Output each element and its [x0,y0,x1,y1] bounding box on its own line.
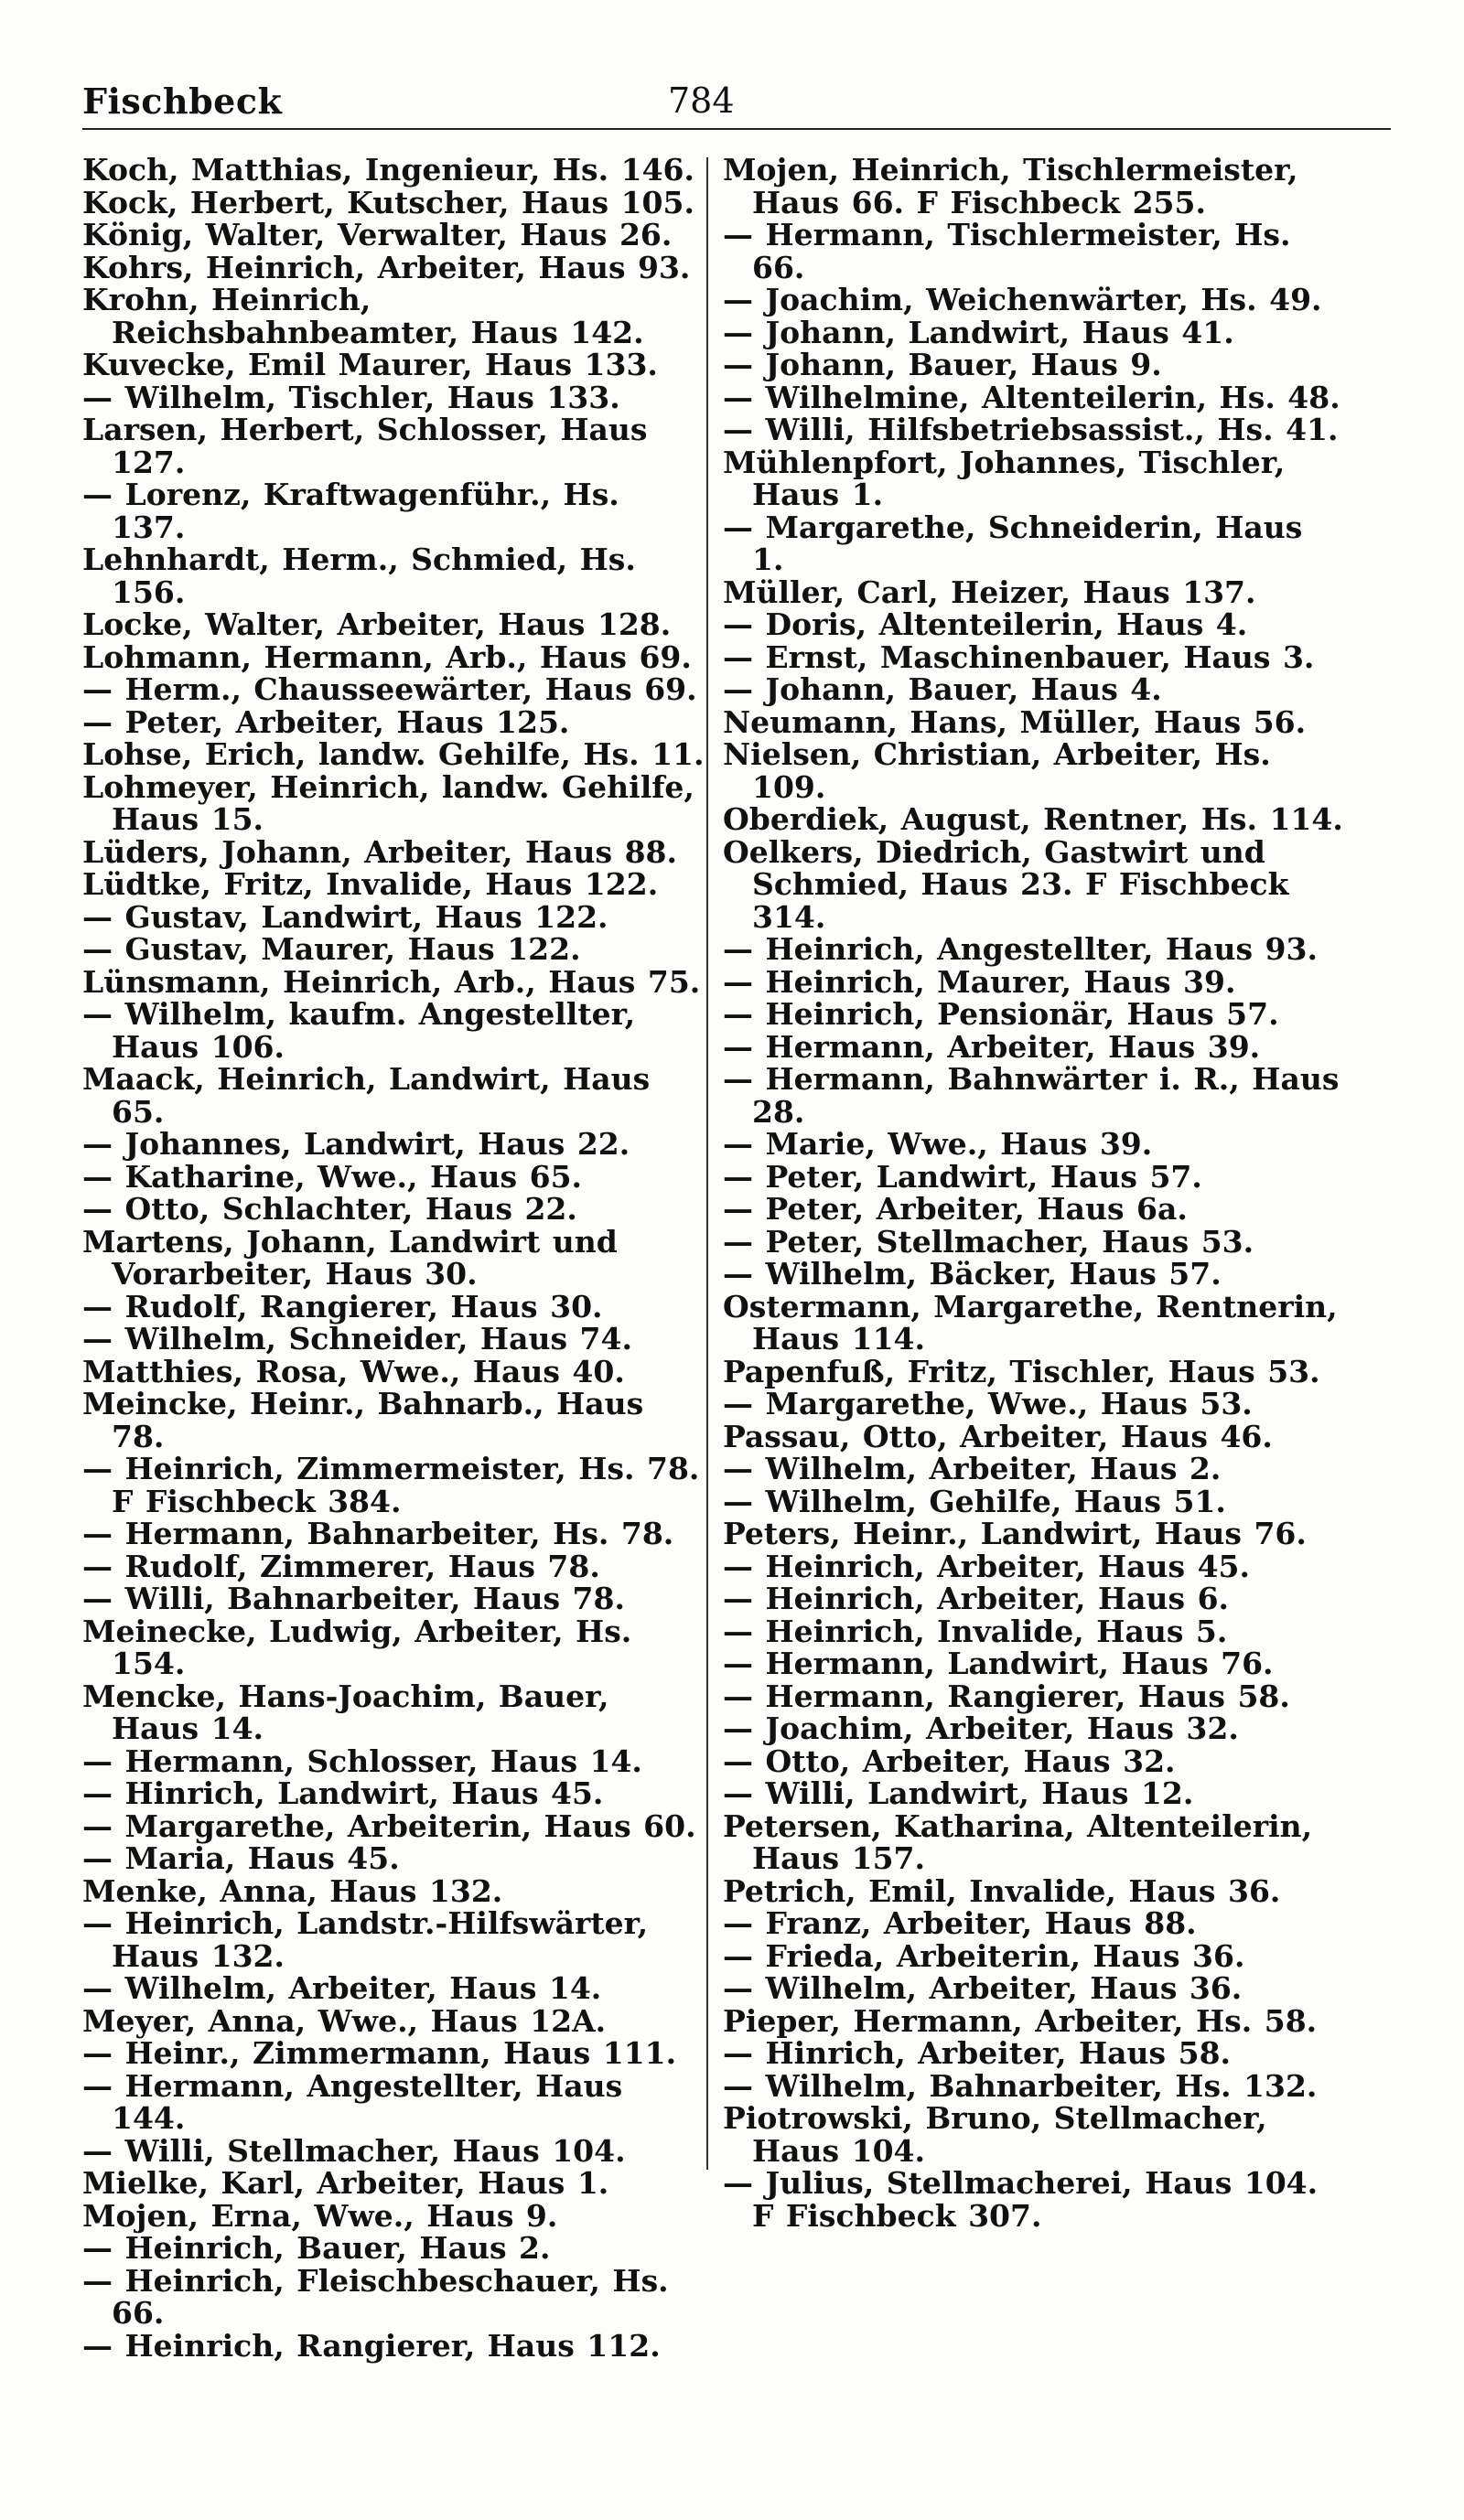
directory-entry: Kock, Herbert, Kutscher, Haus 105. [82,184,694,220]
directory-entry: Mojen, Erna, Wwe., Haus 9. [82,2197,558,2234]
directory-entry: Lüders, Johann, Arbeiter, Haus 88. [82,833,678,870]
directory-entry: — Heinrich, Maurer, Haus 39. [723,963,1236,1000]
directory-entry: König, Walter, Verwalter, Haus 26. [82,217,673,252]
directory-entry: — Hermann, Rangierer, Haus 58. [723,1678,1290,1714]
directory-entry: — Marie, Wwe., Haus 39. [723,1126,1153,1162]
directory-entry: — Peter, Landwirt, Haus 57. [723,1158,1202,1195]
directory-entry: — Hermann, Arbeiter, Haus 39. [723,1028,1261,1065]
directory-entry: — Heinrich, Fleischbeschauer, Hs. 66. [82,2262,669,2331]
directory-entry: — Ernst, Maschinenbauer, Haus 3. [723,638,1315,675]
directory-entry: — Wilhelm, Tischler, Haus 133. [82,379,620,415]
directory-entry: — Wilhelm, Gehilfe, Haus 51. [723,1483,1226,1519]
directory-entry: — Heinrich, Bauer, Haus 2. [82,2230,551,2266]
directory-entry: Petrich, Emil, Invalide, Haus 36. [723,1872,1281,1909]
directory-entry: Lohmann, Hermann, Arb., Haus 69. [82,638,692,675]
directory-entry: Mühlenpfort, Johannes, Tischler, Haus 1. [723,444,1286,512]
directory-entry: — Wilhelm, Bäcker, Haus 57. [723,1256,1222,1292]
directory-entry: — Wilhelm, Arbeiter, Haus 2. [723,1451,1222,1486]
directory-entry: — Lorenz, Kraftwagenführ., Hs. 137. [82,477,619,545]
directory-entry: — Rudolf, Zimmerer, Haus 78. [82,1548,600,1584]
directory-entry: Lüdtke, Fritz, Invalide, Haus 122. [82,866,659,902]
directory-entry: — Hermann, Landwirt, Haus 76. [723,1646,1274,1681]
directory-entry: Nielsen, Christian, Arbeiter, Hs. 109. [723,736,1271,805]
directory-entry: Mencke, Hans-Joachim, Bauer, Haus 14. [82,1678,609,1746]
page-header [82,80,1391,135]
directory-entry: Meincke, Heinr., Bahnarb., Haus 78. [82,1386,644,1454]
directory-entry: Meyer, Anna, Wwe., Haus 12A. [82,2002,607,2039]
directory-entry: Martens, Johann, Landwirt und Vorarbeiter, Haus 30. [82,1223,618,1292]
directory-entry: — Wilhelm, Schneider, Haus 74. [82,1321,632,1357]
directory-entry: Petersen, Katharina, Altenteilerin, Haus 157. [723,1807,1313,1876]
directory-entry: — Peter, Arbeiter, Haus 6a. [723,1191,1188,1227]
directory-entry: Lehnhardt, Herm., Schmied, Hs. 156. [82,542,636,610]
directory-entry: Locke, Walter, Arbeiter, Haus 128. [82,606,672,642]
directory-entry: — Hermann, Schlosser, Haus 14. [82,1743,642,1779]
directory-entry: — Gustav, Maurer, Haus 122. [82,931,581,967]
directory-entry: Lünsmann, Heinrich, Arb., Haus 75. [82,963,701,1000]
directory-entry: — Otto, Schlachter, Haus 22. [82,1191,577,1227]
directory-entry: — Heinrich, Rangierer, Haus 112. [82,2327,661,2364]
directory-entry: — Peter, Stellmacher, Haus 53. [723,1223,1254,1260]
directory-entry: Lohse, Erich, landw. Gehilfe, Hs. 11. [82,736,705,772]
directory-entry: — Otto, Arbeiter, Haus 32. [723,1743,1176,1779]
directory-entry: — Katharine, Wwe., Haus 65. [82,1158,583,1195]
directory-entry: — Heinrich, Arbeiter, Haus 45. [723,1548,1251,1584]
right-column [723,154,1345,2232]
directory-entry: — Margarethe, Arbeiterin, Haus 60. [82,1807,696,1844]
directory-entry: — Johannes, Landwirt, Haus 22. [82,1126,630,1162]
directory-entry: — Frieda, Arbeiterin, Haus 36. [723,1937,1245,1974]
directory-entry: — Julius, Stellmacherei, Haus 104. F Fischbeck 307. [723,2165,1319,2234]
directory-entry: Papenfuß, Fritz, Tischler, Haus 53. [723,1353,1320,1389]
directory-entry: — Hermann, Bahnwärter i. R., Haus 28. [723,1061,1340,1130]
directory-entry: Meinecke, Ludwig, Arbeiter, Hs. 154. [82,1613,632,1681]
directory-entry: — Hinrich, Landwirt, Haus 45. [82,1775,604,1811]
directory-entry: — Heinrich, Angestellter, Haus 93. [723,931,1318,967]
directory-entry: — Hinrich, Arbeiter, Haus 58. [723,2035,1232,2071]
directory-entry: Maack, Heinrich, Landwirt, Haus 65. [82,1061,651,1130]
directory-entry: — Joachim, Weichenwärter, Hs. 49. [723,282,1322,317]
directory-entry: — Doris, Altenteilerin, Haus 4. [723,606,1248,642]
directory-entry: Neumann, Hans, Müller, Haus 56. [723,703,1307,740]
directory-entry: Menke, Anna, Haus 132. [82,1872,503,1909]
directory-entry: — Wilhelmine, Altenteilerin, Hs. 48. [723,379,1340,415]
directory-entry: Passau, Otto, Arbeiter, Haus 46. [723,1418,1273,1454]
directory-entry: Kuvecke, Emil Maurer, Haus 133. [82,347,658,382]
directory-entry: — Heinrich, Zimmermeister, Hs. 78. F Fischbeck 384. [82,1451,700,1519]
running-head: Fischbeck [82,80,283,122]
directory-entry: Peters, Heinr., Landwirt, Haus 76. [723,1516,1307,1551]
directory-entry: Koch, Matthias, Ingenieur, Hs. 146. [82,152,694,188]
directory-entry: Larsen, Herbert, Schlosser, Haus 127. [82,412,648,480]
directory-entry: — Wilhelm, Arbeiter, Haus 14. [82,1970,602,2006]
directory-entry: Pieper, Hermann, Arbeiter, Hs. 58. [723,2002,1318,2039]
directory-entry: — Gustav, Landwirt, Haus 122. [82,898,608,935]
directory-entry: — Heinr., Zimmermann, Haus 111. [82,2035,677,2071]
directory-entry: — Wilhelm, Arbeiter, Haus 36. [723,1970,1243,2006]
directory-entry: Mielke, Karl, Arbeiter, Haus 1. [82,2165,609,2201]
directory-entry: Piotrowski, Bruno, Stellmacher, Haus 104. [723,2100,1267,2169]
directory-entry: Oberdiek, August, Rentner, Hs. 114. [723,801,1343,837]
directory-entry: — Hermann, Angestellter, Haus 144. [82,2067,623,2136]
header-rule [82,128,1391,130]
directory-entry: Ostermann, Margarethe, Rentnerin, Haus 114. [723,1288,1338,1357]
directory-entry: — Joachim, Arbeiter, Haus 32. [723,1710,1239,1746]
directory-entry: — Willi, Landwirt, Haus 12. [723,1775,1194,1811]
directory-entry: — Johann, Landwirt, Haus 41. [723,314,1234,350]
directory-entry: — Heinrich, Arbeiter, Haus 6. [723,1581,1230,1616]
directory-entry: — Maria, Haus 45. [82,1840,400,1876]
directory-entry: Lohmeyer, Heinrich, landw. Gehilfe, Haus 15. [82,768,694,837]
directory-entry: — Wilhelm, kaufm. Angestellter, Haus 106. [82,996,636,1065]
directory-entry: Matthies, Rosa, Wwe., Haus 40. [82,1353,625,1389]
directory-entry: — Willi, Bahnarbeiter, Haus 78. [82,1581,625,1616]
directory-entry: — Rudolf, Rangierer, Haus 30. [82,1288,603,1324]
directory-entry: — Margarethe, Schneiderin, Haus 1. [723,509,1303,577]
directory-entry: — Franz, Arbeiter, Haus 88. [723,1905,1197,1941]
column-divider [706,157,708,2170]
directory-entry: — Peter, Arbeiter, Haus 125. [82,703,570,740]
directory-entry: — Heinrich, Invalide, Haus 5. [723,1613,1228,1649]
directory-entry: Oelkers, Diedrich, Gastwirt und Schmied, Haus 23. F Fischbeck 314. [723,833,1289,935]
directory-entry: — Wilhelm, Bahnarbeiter, Hs. 132. [723,2067,1318,2104]
directory-entry: — Hermann, Bahnarbeiter, Hs. 78. [82,1516,674,1551]
directory-entry: — Johann, Bauer, Haus 9. [723,347,1162,382]
directory-entry: Müller, Carl, Heizer, Haus 137. [723,574,1256,610]
directory-entry: — Herm., Chausseewärter, Haus 69. [82,671,697,707]
directory-entry: Krohn, Heinrich, Reichsbahnbeamter, Haus 142. [82,282,644,350]
directory-entry: — Margarethe, Wwe., Haus 53. [723,1386,1253,1421]
directory-entry: — Willi, Hilfsbetriebsassist., Hs. 41. [723,412,1339,447]
directory-entry: — Heinrich, Pensionär, Haus 57. [723,996,1279,1032]
page-number: 784 [668,80,735,121]
directory-entry: — Willi, Stellmacher, Haus 104. [82,2132,626,2169]
directory-entry: — Heinrich, Landstr.-Hilfswärter, Haus 132. [82,1905,649,1974]
directory-entry: Mojen, Heinrich, Tischlermeister, Haus 66. F Fischbeck 255. [723,152,1298,220]
directory-entry: — Johann, Bauer, Haus 4. [723,671,1162,707]
directory-entry: Kohrs, Heinrich, Arbeiter, Haus 93. [82,249,691,285]
directory-entry: — Hermann, Tischlermeister, Hs. 66. [723,217,1291,285]
left-column [82,154,705,2362]
